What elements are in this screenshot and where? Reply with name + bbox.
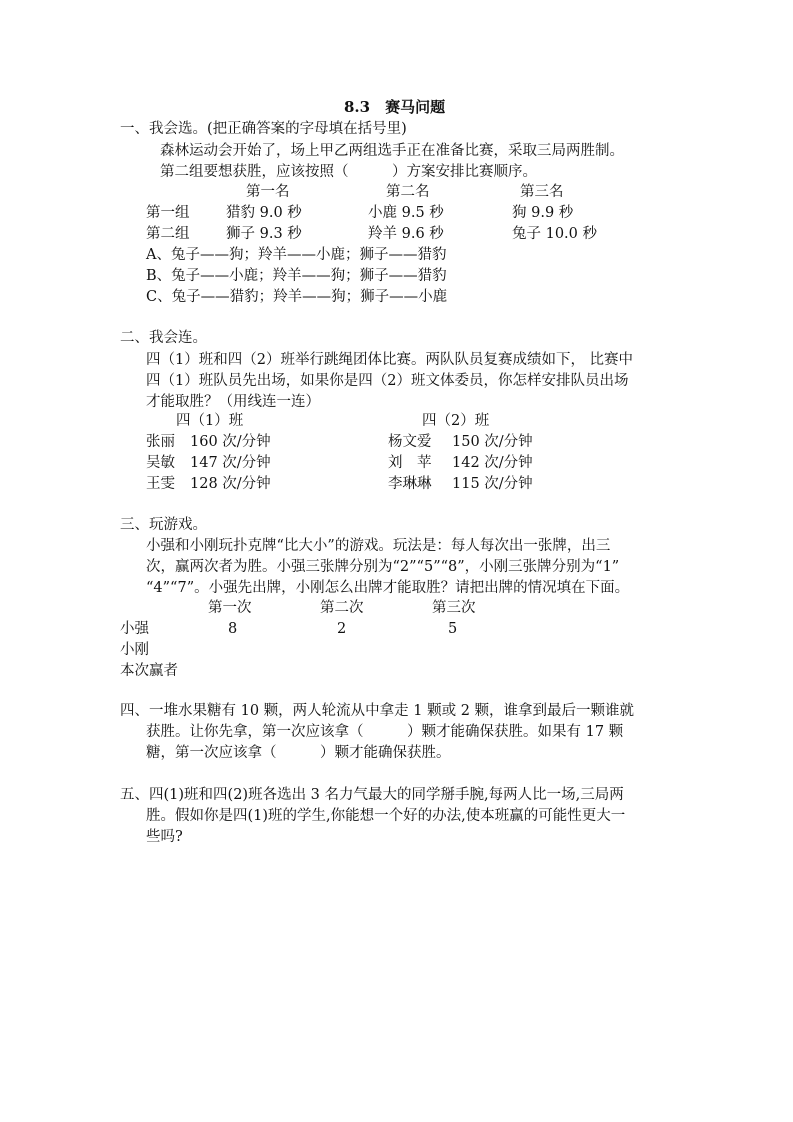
race-col-header-2: 第二名	[386, 184, 430, 200]
race-col-header-3: 第三名	[520, 184, 564, 200]
section-2-para-line-3: 才能取胜？（用线连一连）	[146, 394, 320, 410]
class-1-header: 四（1）班	[176, 413, 244, 429]
race-col-header-1: 第一名	[246, 184, 290, 200]
section-3-para-line-3: “4”“7”。小强先出牌，小刚怎么出牌才能取胜？请把出牌的情况填在下面。	[146, 580, 630, 596]
round-header-3: 第三次	[432, 600, 476, 616]
class-1-student-score: 160 次/分钟	[190, 434, 271, 450]
player-row-label: 小强	[120, 621, 149, 637]
player-row-label: 小刚	[120, 642, 149, 658]
section-3-heading: 三、玩游戏。	[120, 517, 207, 533]
class-1-student-name: 吴敏	[146, 455, 175, 471]
page-title: 8.3 赛马问题	[344, 98, 446, 116]
option-b: B、兔子——小鹿；羚羊——狗；狮子——猎豹	[146, 268, 447, 284]
option-a: A、兔子——狗；羚羊——小鹿；狮子——猎豹	[146, 247, 447, 263]
section-3-para-line-1: 小强和小刚玩扑克牌“比大小”的游戏。玩法是：每人每次出一张牌，出三	[146, 538, 611, 554]
class-1-student-name: 张丽	[146, 434, 175, 450]
round-header-2: 第二次	[320, 600, 364, 616]
section-5-line-3: 些吗?	[146, 829, 183, 845]
race-cell: 狗 9.9 秒	[512, 205, 574, 221]
class-2-student-score: 115 次/分钟	[452, 476, 533, 492]
race-row-label: 第一组	[146, 205, 190, 221]
section-5-line-1: 五、四(1)班和四(2)班各选出 3 名力气最大的同学掰手腕,每两人比一场,三局两	[120, 787, 624, 803]
class-2-student-score: 142 次/分钟	[452, 455, 533, 471]
card-value: 2	[337, 621, 347, 637]
class-1-student-score: 128 次/分钟	[190, 476, 271, 492]
race-cell: 狮子 9.3 秒	[226, 226, 302, 242]
section-3-para-line-2: 次，赢两次者为胜。小强三张牌分别为“2”“5”“8”，小刚三张牌分别为“1”	[146, 559, 620, 575]
round-header-1: 第一次	[208, 600, 252, 616]
class-1-student-score: 147 次/分钟	[190, 455, 271, 471]
section-2-heading: 二、我会连。	[120, 330, 207, 346]
class-2-student-name: 杨文爱	[388, 434, 432, 450]
option-c: C、兔子——猎豹；羚羊——狗；狮子——小鹿	[146, 289, 448, 305]
race-cell: 羚羊 9.6 秒	[368, 226, 444, 242]
race-cell: 小鹿 9.5 秒	[368, 205, 444, 221]
card-value: 8	[228, 621, 238, 637]
section-2-para-line-1: 四（1）班和四（2）班举行跳绳团体比赛。两队队员复赛成绩如下， 比赛中	[146, 352, 634, 368]
class-2-header: 四（2）班	[422, 413, 490, 429]
class-2-student-name: 李琳琳	[388, 476, 432, 492]
section-1-intro-line-1: 森林运动会开始了，场上甲乙两组选手正在准备比赛，采取三局两胜制。	[160, 143, 624, 159]
section-1-intro-line-2: 第二组要想获胜，应该按照（ ）方案安排比赛顺序。	[160, 164, 537, 180]
winner-row-label: 本次赢者	[120, 663, 178, 679]
class-2-student-name: 刘 苹	[388, 455, 432, 471]
section-4-line-3: 糖，第一次应该拿（ ）颗才能确保获胜。	[146, 745, 451, 761]
section-5-line-2: 胜。假如你是四(1)班的学生,你能想一个好的办法,使本班赢的可能性更大一	[146, 808, 626, 824]
class-2-student-score: 150 次/分钟	[452, 434, 533, 450]
section-1-heading: 一、我会选。(把正确答案的字母填在括号里)	[120, 121, 407, 137]
card-value: 5	[448, 621, 458, 637]
section-4-line-1: 四、一堆水果糖有 10 颗，两人轮流从中拿走 1 颗或 2 颗，谁拿到最后一颗谁就	[120, 703, 635, 719]
section-2-para-line-2: 四（1）班队员先出场，如果你是四（2）班文体委员，你怎样安排队员出场	[146, 373, 629, 389]
race-cell: 兔子 10.0 秒	[512, 226, 598, 242]
race-cell: 猎豹 9.0 秒	[226, 205, 302, 221]
race-row-label: 第二组	[146, 226, 190, 242]
class-1-student-name: 王雯	[146, 476, 175, 492]
section-4-line-2: 获胜。让你先拿，第一次应该拿（ ）颗才能确保获胜。如果有 17 颗	[146, 724, 624, 740]
